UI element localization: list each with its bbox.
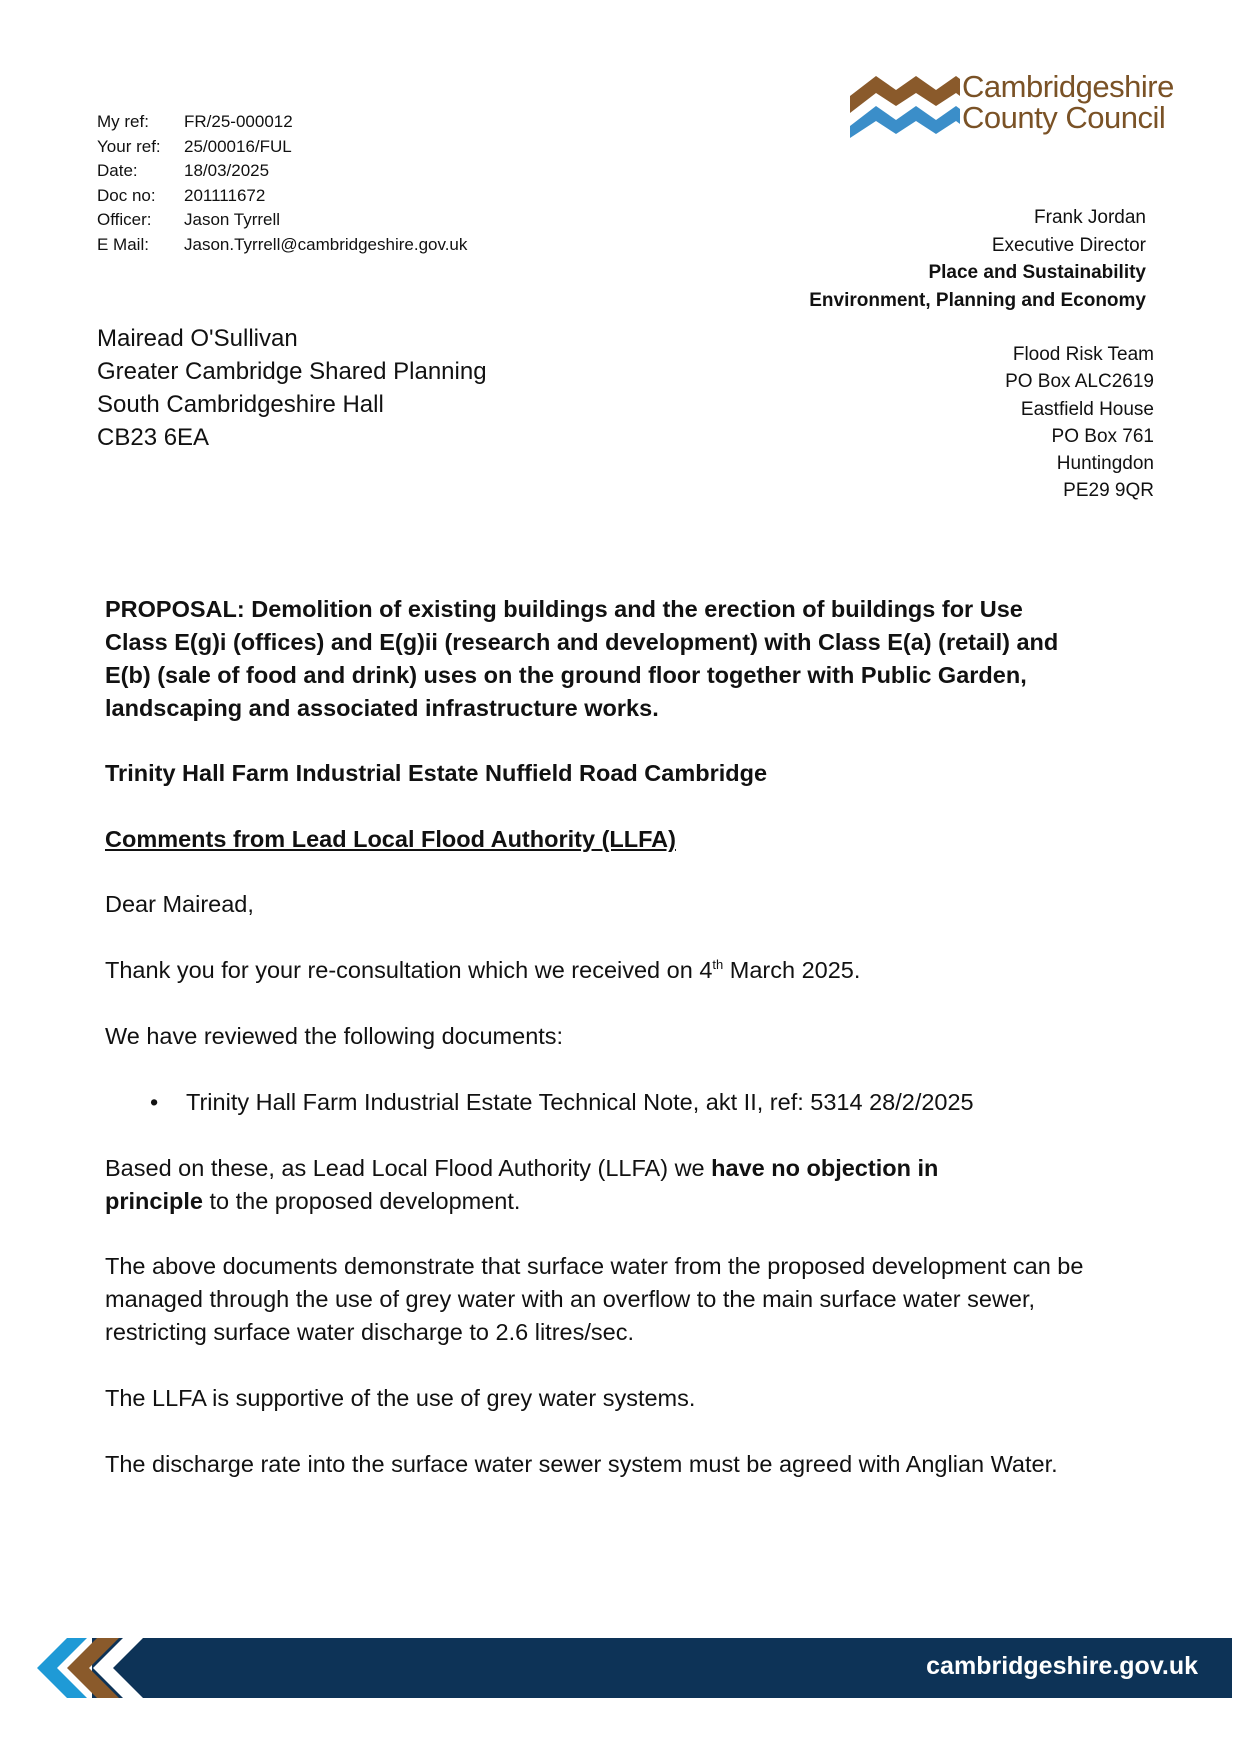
logo-brown-zigzag [850, 76, 960, 113]
ref-label: Doc no: [97, 185, 156, 205]
directorate: Environment, Planning and Economy [809, 289, 1146, 311]
doc-no-value: 201111672 [184, 185, 266, 205]
thanks-paragraph [105, 954, 1105, 987]
footer-chevron-icon [33, 1628, 145, 1708]
footer-website-link[interactable]: cambridgeshire.gov.uk [926, 1652, 1198, 1680]
ref-label: My ref: [97, 112, 149, 131]
date-value: 18/03/2025 [184, 161, 270, 180]
document-list-item [150, 1086, 974, 1119]
recipient-address [97, 322, 487, 454]
executive-block [809, 204, 1146, 314]
team-line: Flood Risk Team [1012, 344, 1154, 365]
proposal-paragraph: PROPOSAL: Demolition of existing buildings and the erection of buildings for Use Class E(g)i (offices) and E(g)ii (research and development) with Class E(a) (retail) and E(b) (sale of food and drink) uses on the ground floor together with Public Garden, landscaping and associated infrastructure works. [105, 596, 1059, 721]
executive-name: Frank Jordan [1034, 207, 1146, 228]
site-heading: Trinity Hall Farm Industrial Estate Nuffield Road Cambridge [105, 760, 768, 786]
thanks-text: Thank you for your re-consultation which we received on 4 [105, 957, 713, 983]
logo-line-2: County Council [962, 100, 1166, 135]
principle-text: principle [105, 1188, 203, 1214]
logo-line-1: Cambridgeshire [962, 69, 1174, 104]
based-paragraph [105, 1152, 1005, 1218]
team-line: PE29 9QR [1063, 480, 1154, 502]
recipient-line: Greater Cambridge Shared Planning [97, 358, 487, 385]
reviewed-intro: We have reviewed the following documents: [105, 1023, 564, 1049]
recipient-line: Mairead O'Sullivan [97, 325, 298, 352]
based-after-text: to the proposed development. [202, 1188, 521, 1214]
document-item-text: Trinity Hall Farm Industrial Estate Technical Note, akt II, ref: 5314 28/2/2025 [186, 1089, 974, 1115]
executive-title: Executive Director [991, 234, 1146, 256]
bullet-icon: • [150, 1089, 159, 1115]
team-line: PO Box ALC2619 [1005, 371, 1154, 393]
logo-text [962, 71, 1174, 133]
logo-blue-zigzag [850, 106, 960, 138]
team-address [1005, 341, 1154, 505]
my-ref-value: FR/25-000012 [184, 112, 293, 131]
based-text: Based on these, as Lead Local Flood Authority (LLFA) we [105, 1155, 712, 1181]
department: Place and Sustainability [928, 262, 1146, 283]
ref-label: Your ref: [97, 136, 161, 156]
reference-block [97, 110, 467, 257]
officer-value: Jason Tyrrell [184, 210, 281, 229]
ref-label: Date: [97, 161, 138, 180]
thanks-superscript: th [712, 957, 724, 973]
salutation: Dear Mairead, [105, 891, 254, 917]
your-ref-value: 25/00016/FUL [184, 136, 292, 156]
discharge-paragraph: The discharge rate into the surface water sewer system must be agreed with Anglian Water. [105, 1451, 1058, 1477]
supportive-paragraph: The LLFA is supportive of the use of grey water systems. [105, 1385, 696, 1411]
team-line: PO Box 761 [1051, 425, 1154, 447]
team-line: Huntingdon [1056, 453, 1154, 475]
comments-heading: Comments from Lead Local Flood Authority (LLFA) [105, 826, 676, 852]
thanks-date-text: March 2025. [723, 957, 861, 983]
no-objection-text: have no objection in [711, 1155, 939, 1181]
recipient-line: CB23 6EA [97, 424, 210, 451]
demonstrate-paragraph: The above documents demonstrate that surface water from the proposed development can be managed through the use of grey water with an overflow to the main surface water sewer, restricting surface water discharge to 2.6 litres/sec. [105, 1253, 1084, 1345]
recipient-line: South Cambridgeshire Hall [97, 391, 384, 418]
ref-label: E Mail: [97, 234, 149, 254]
email-value[interactable]: Jason.Tyrrell@cambridgeshire.gov.uk [184, 234, 468, 254]
ref-label: Officer: [97, 210, 152, 229]
team-line: Eastfield House [1020, 398, 1154, 420]
